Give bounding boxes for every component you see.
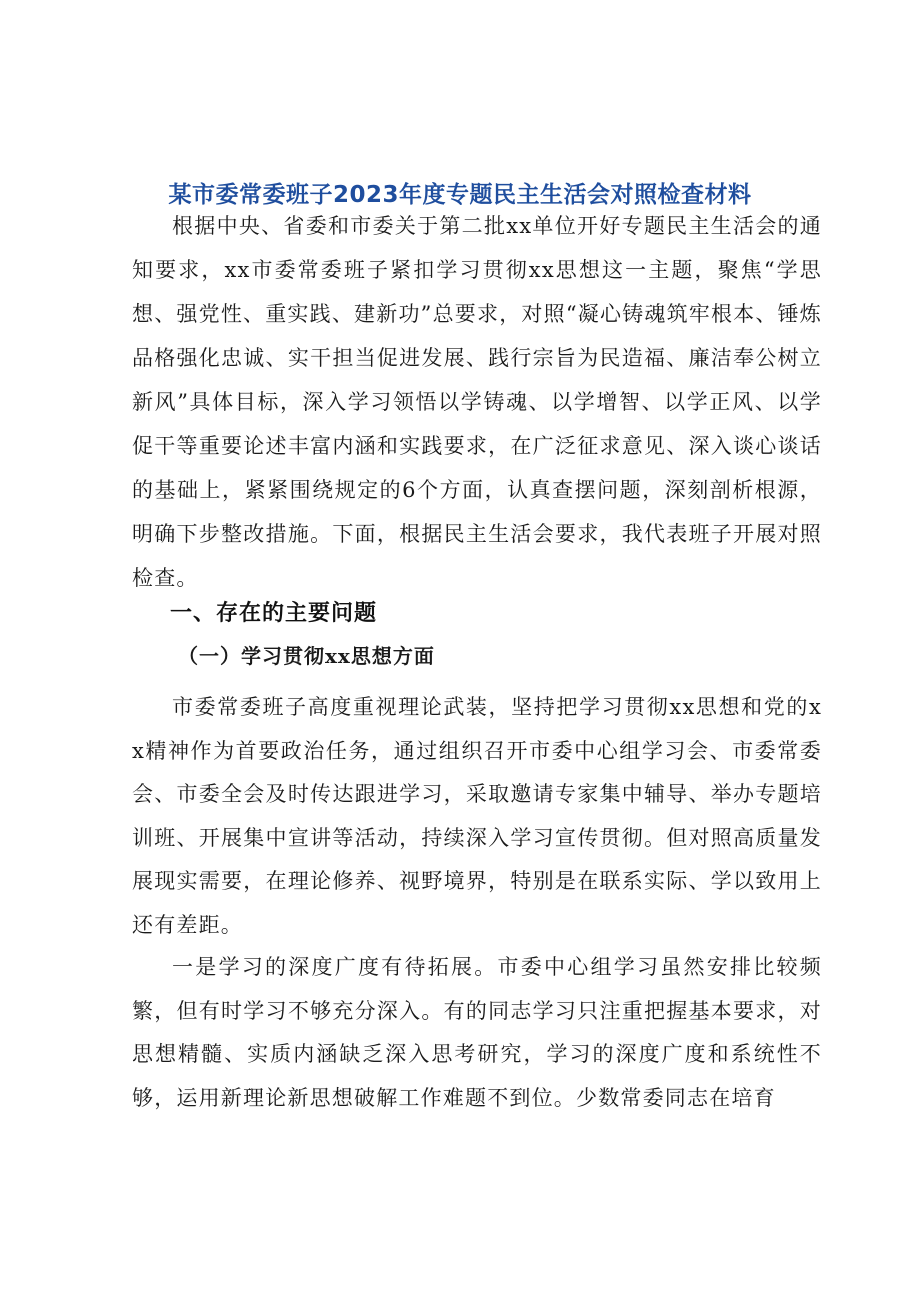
intro-paragraph: 根据中央、省委和市委关于第二批xx单位开好专题民主生活会的通知要求，xx市委常委班子紧扣学习贯彻xx思想这一主题，聚焦“学思想、强党性、重实践、建新功”总要求，对照“凝心铸魂筑牢根本、锤炼品格强化忠诚、实干担当促进发展、践行宗旨为民造福、廉洁奉公树立新风”具体目标，深入学习领悟以学铸魂、以学增智、以学正风、以学促干等重要论述丰富内涵和实践要求，在广泛征求意见、深入谈心谈话的基础上，紧紧围绕规定的6个方面，认真查摆问题，深刻剖析根源，明确下步整改措施。下面，根据民主生活会要求，我代表班子开展对照检查。: [132, 214, 822, 590]
body-paragraph-depth: 一是学习的深度广度有待拓展。市委中心组学习虽然安排比较频繁，但有时学习不够充分深入。有的同志学习只注重把握基本要求，对思想精髓、实质内涵缺乏深入思考研究，学习的深度广度和系统性不够，运用新理论新思想破解工作难题不到位。少数常委同志在培育: [132, 955, 822, 1110]
subsection-heading-study: （一）学习贯彻xx思想方面: [178, 644, 435, 668]
section-heading-problems: 一、存在的主要问题: [170, 601, 378, 626]
document-title: 某市委常委班子2023年度专题民主生活会对照检查材料: [168, 182, 752, 209]
body-paragraph-theory: 市委常委班子高度重视理论武装，坚持把学习贯彻xx思想和党的xx精神作为首要政治任务，通过组织召开市委中心组学习会、市委常委会、市委全会及时传达跟进学习，采取邀请专家集中辅导、举办专题培训班、开展集中宣讲等活动，持续深入学习宣传贯彻。但对照高质量发展现实需要，在理论修养、视野境界，特别是在联系实际、学以致用上还有差距。: [132, 695, 822, 937]
